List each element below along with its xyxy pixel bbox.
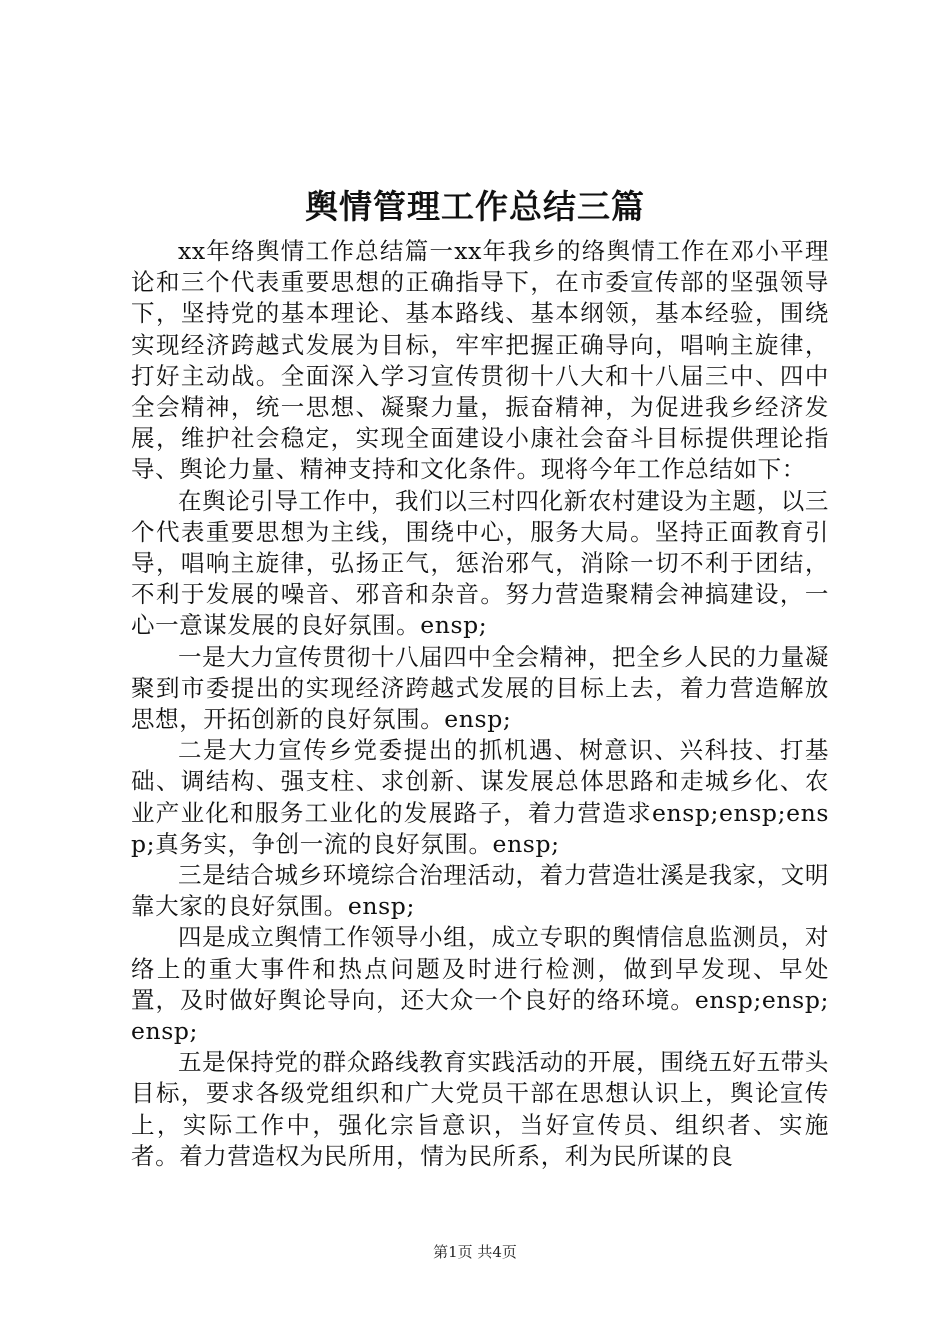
document-body	[131, 236, 829, 1172]
paragraph: 四是成立舆情工作领导小组，成立专职的舆情信息监测员，对络上的重大事件和热点问题及时进行检测，做到早发现、早处置，及时做好舆论导向，还大众一个良好的络环境。ensp;ensp;ensp;	[131, 923, 829, 1046]
paragraph: 三是结合城乡环境综合治理活动，着力营造壮溪是我家，文明靠大家的良好氛围。ensp;	[131, 861, 829, 921]
paragraph: 在舆论引导工作中，我们以三村四化新农村建设为主题，以三个代表重要思想为主线，围绕中心，服务大局。坚持正面教育引导，唱响主旋律，弘扬正气，惩治邪气，消除一切不利于团结，不利于发展的噪音、邪音和杂音。努力营造聚精会神搞建设，一心一意谋发展的良好氛围。ensp;	[131, 486, 829, 640]
paragraph: 五是保持党的群众路线教育实践活动的开展，围绕五好五带头目标，要求各级党组织和广大党员干部在思想认识上，舆论宣传上，实际工作中，强化宗旨意识，当好宣传员、组织者、实施者。着力营造权为民所用，情为民所系，利为民所谋的良	[131, 1048, 829, 1170]
page-footer: 第1页 共4页	[433, 1243, 517, 1261]
paragraph: 一是大力宣传贯彻十八届四中全会精神，把全乡人民的力量凝聚到市委提出的实现经济跨越式发展的目标上去，着力营造解放思想，开拓创新的良好氛围。ensp;	[131, 642, 829, 734]
paragraph: 二是大力宣传乡党委提出的抓机遇、树意识、兴科技、打基础、调结构、强支柱、求创新、谋发展总体思路和走城乡化、农业产业化和服务工业化的发展路子，着力营造求ensp;ensp;ensp;真务实，争创一流的良好氛围。ensp;	[131, 736, 829, 858]
paragraph: xx年络舆情工作总结篇一xx年我乡的络舆情工作在邓小平理论和三个代表重要思想的正确指导下，在市委宣传部的坚强领导下，坚持党的基本理论、基本路线、基本纲领，基本经验，围绕实现经济跨越式发展为目标，牢牢把握正确导向，唱响主旋律，打好主动战。全面深入学习宣传贯彻十八大和十八届三中、四中全会精神，统一思想、凝聚力量，振奋精神，为促进我乡经济发展，维护社会稳定，实现全面建设小康社会奋斗目标提供理论指导、舆论力量、精神支持和文化条件。现将今年工作总结如下：	[131, 237, 829, 484]
document-title: 舆情管理工作总结三篇	[305, 187, 645, 226]
